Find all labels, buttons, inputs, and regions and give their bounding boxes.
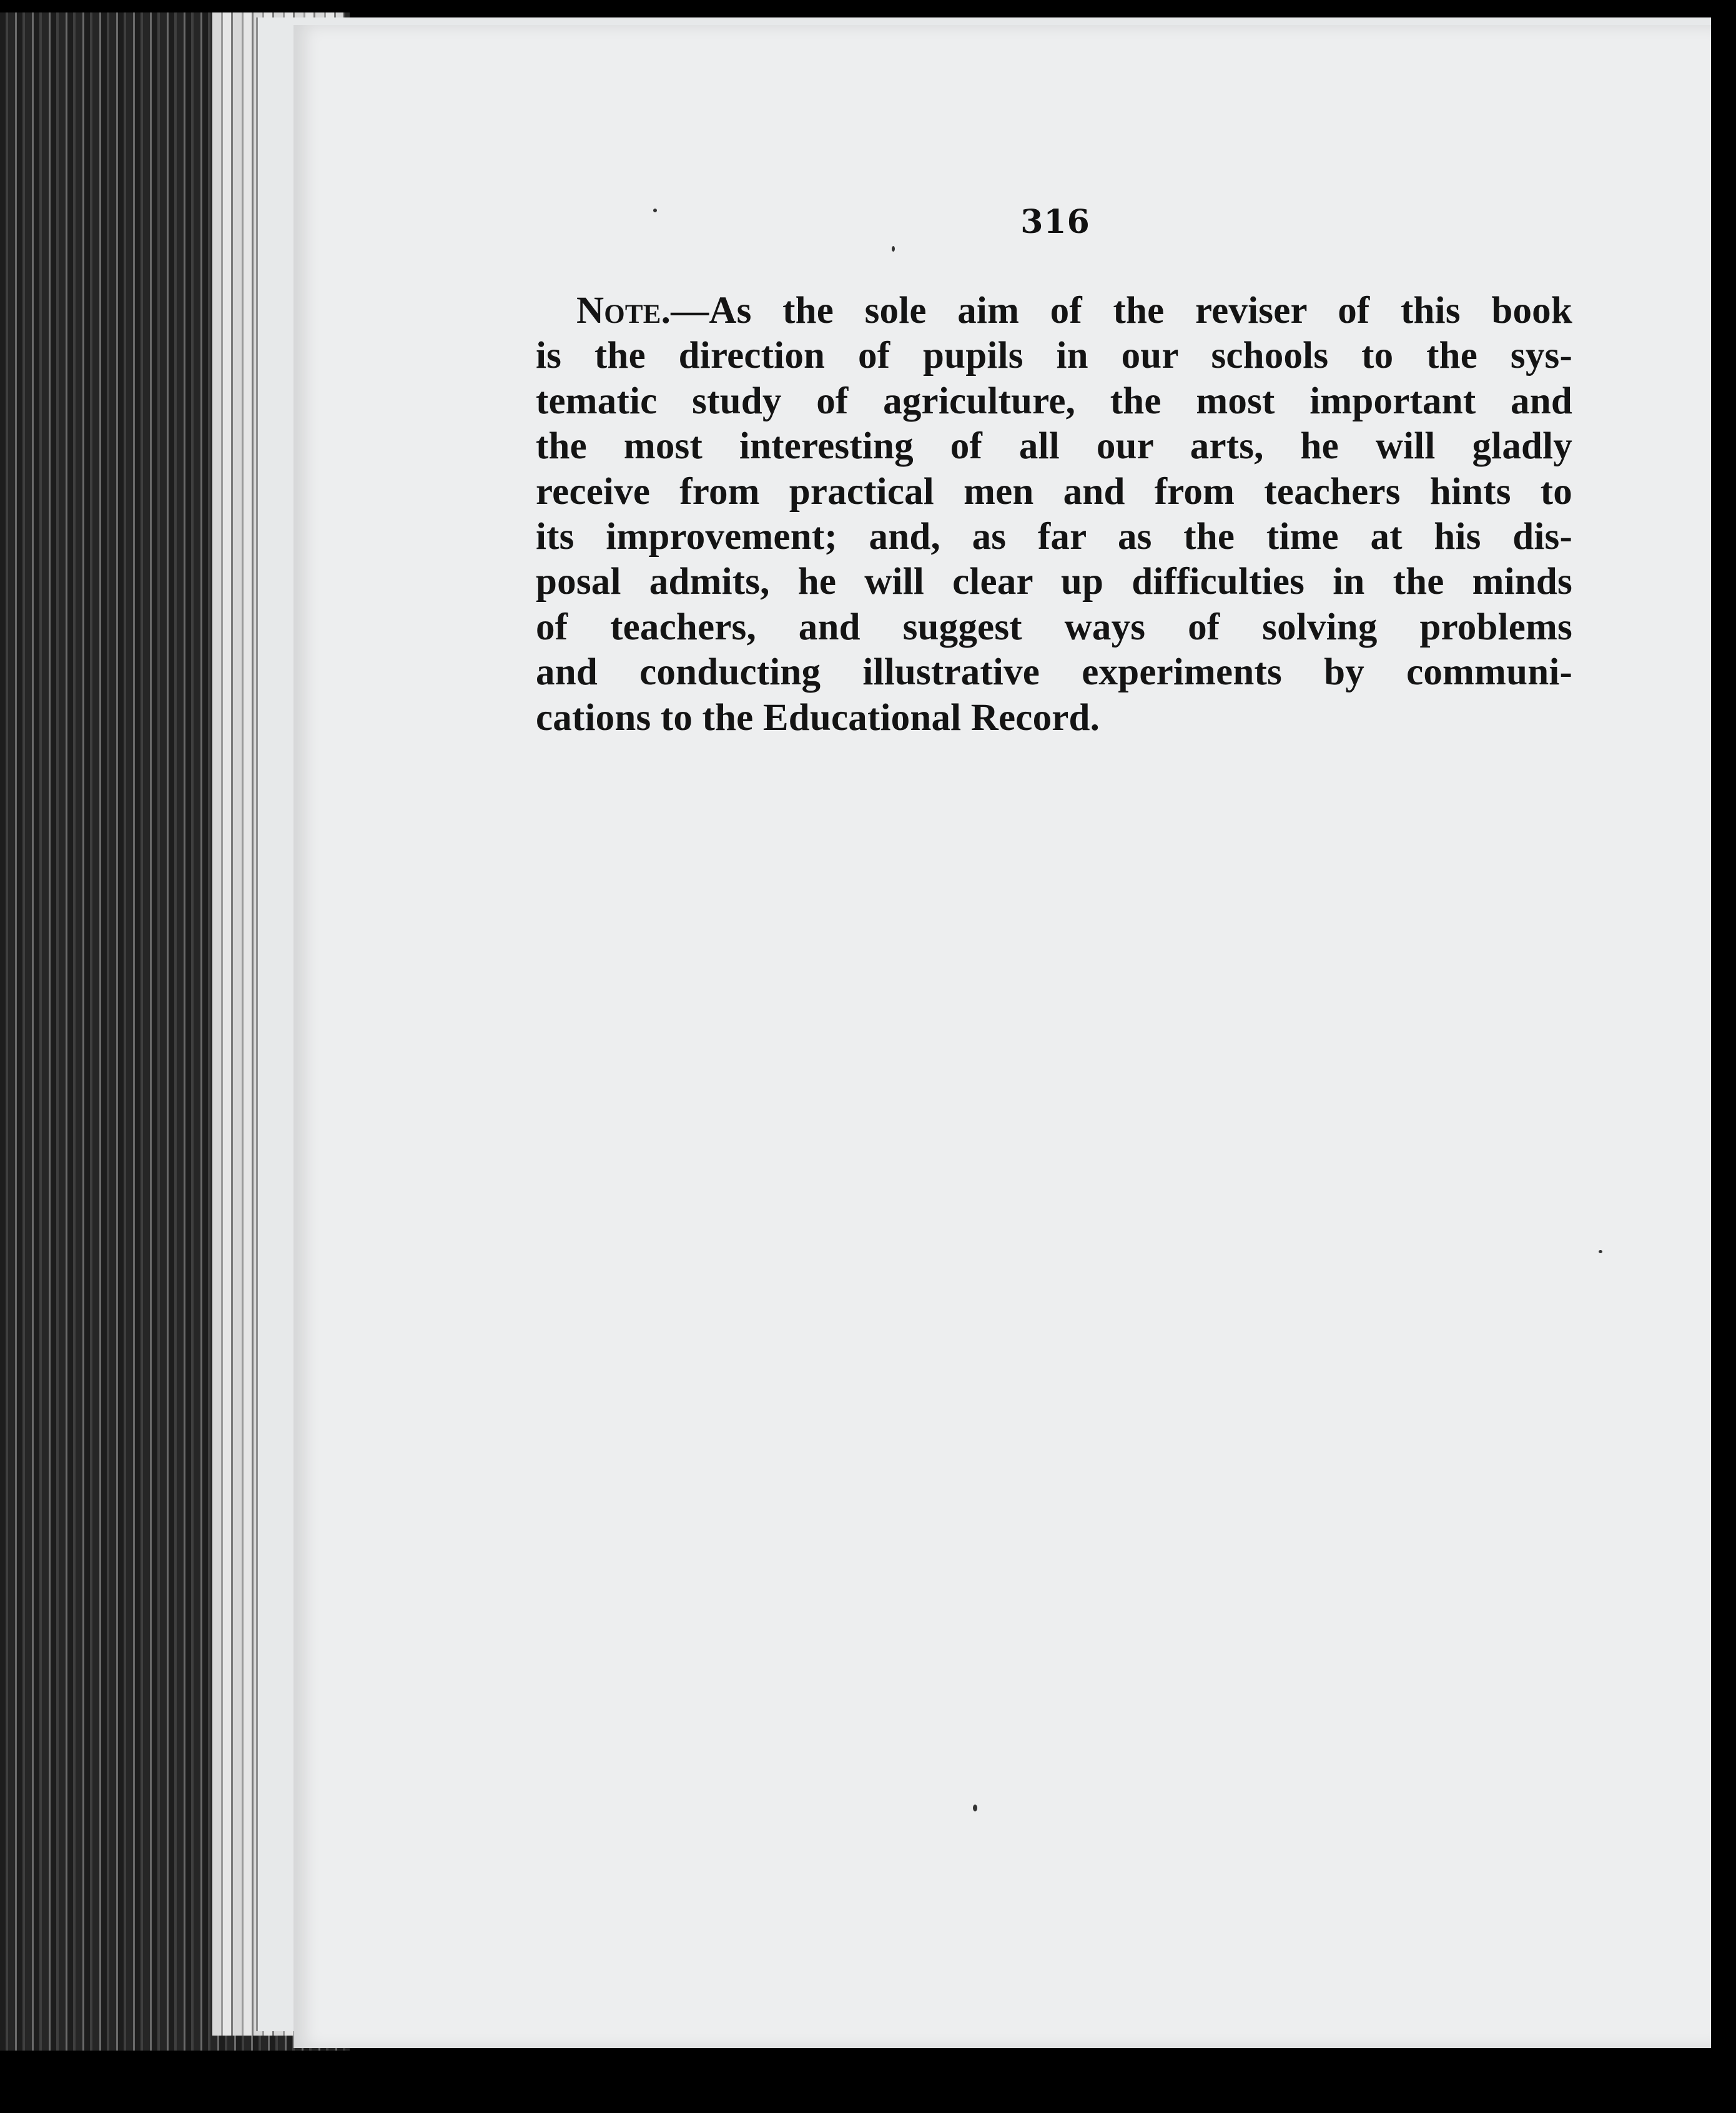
dust-speck	[653, 209, 657, 212]
dust-speck	[892, 246, 895, 252]
note-line-6: its improvement; and, as far as the time at his dis-	[536, 516, 1572, 558]
scan-right-border	[1711, 0, 1736, 2113]
note-line-1-text: —As the sole aim of the reviser of this book	[671, 290, 1572, 332]
note-line-10: cations to the Educational Record.	[536, 696, 1100, 739]
dust-speck	[1599, 1250, 1602, 1253]
note-line-8: of teachers, and suggest ways of solving problems	[536, 606, 1572, 648]
note-line-5: receive from practical men and from teachers hints to	[536, 470, 1572, 513]
note-lead: Note.	[576, 290, 671, 332]
note-line-2: is the direction of pupils in our schools to the sys-	[536, 335, 1572, 377]
note-line-9: and conducting illustrative experiments by communi-	[536, 651, 1572, 694]
note-line-3: tematic study of agriculture, the most important and	[536, 380, 1572, 422]
note-paragraph	[536, 288, 1572, 741]
page-number: 316	[1020, 203, 1090, 241]
note-line-7: posal admits, he will clear up difficulties in the minds	[536, 561, 1572, 603]
note-line-1	[536, 288, 1572, 333]
note-line-4: the most interesting of all our arts, he will gladly	[536, 425, 1572, 468]
dust-speck	[973, 1805, 977, 1811]
